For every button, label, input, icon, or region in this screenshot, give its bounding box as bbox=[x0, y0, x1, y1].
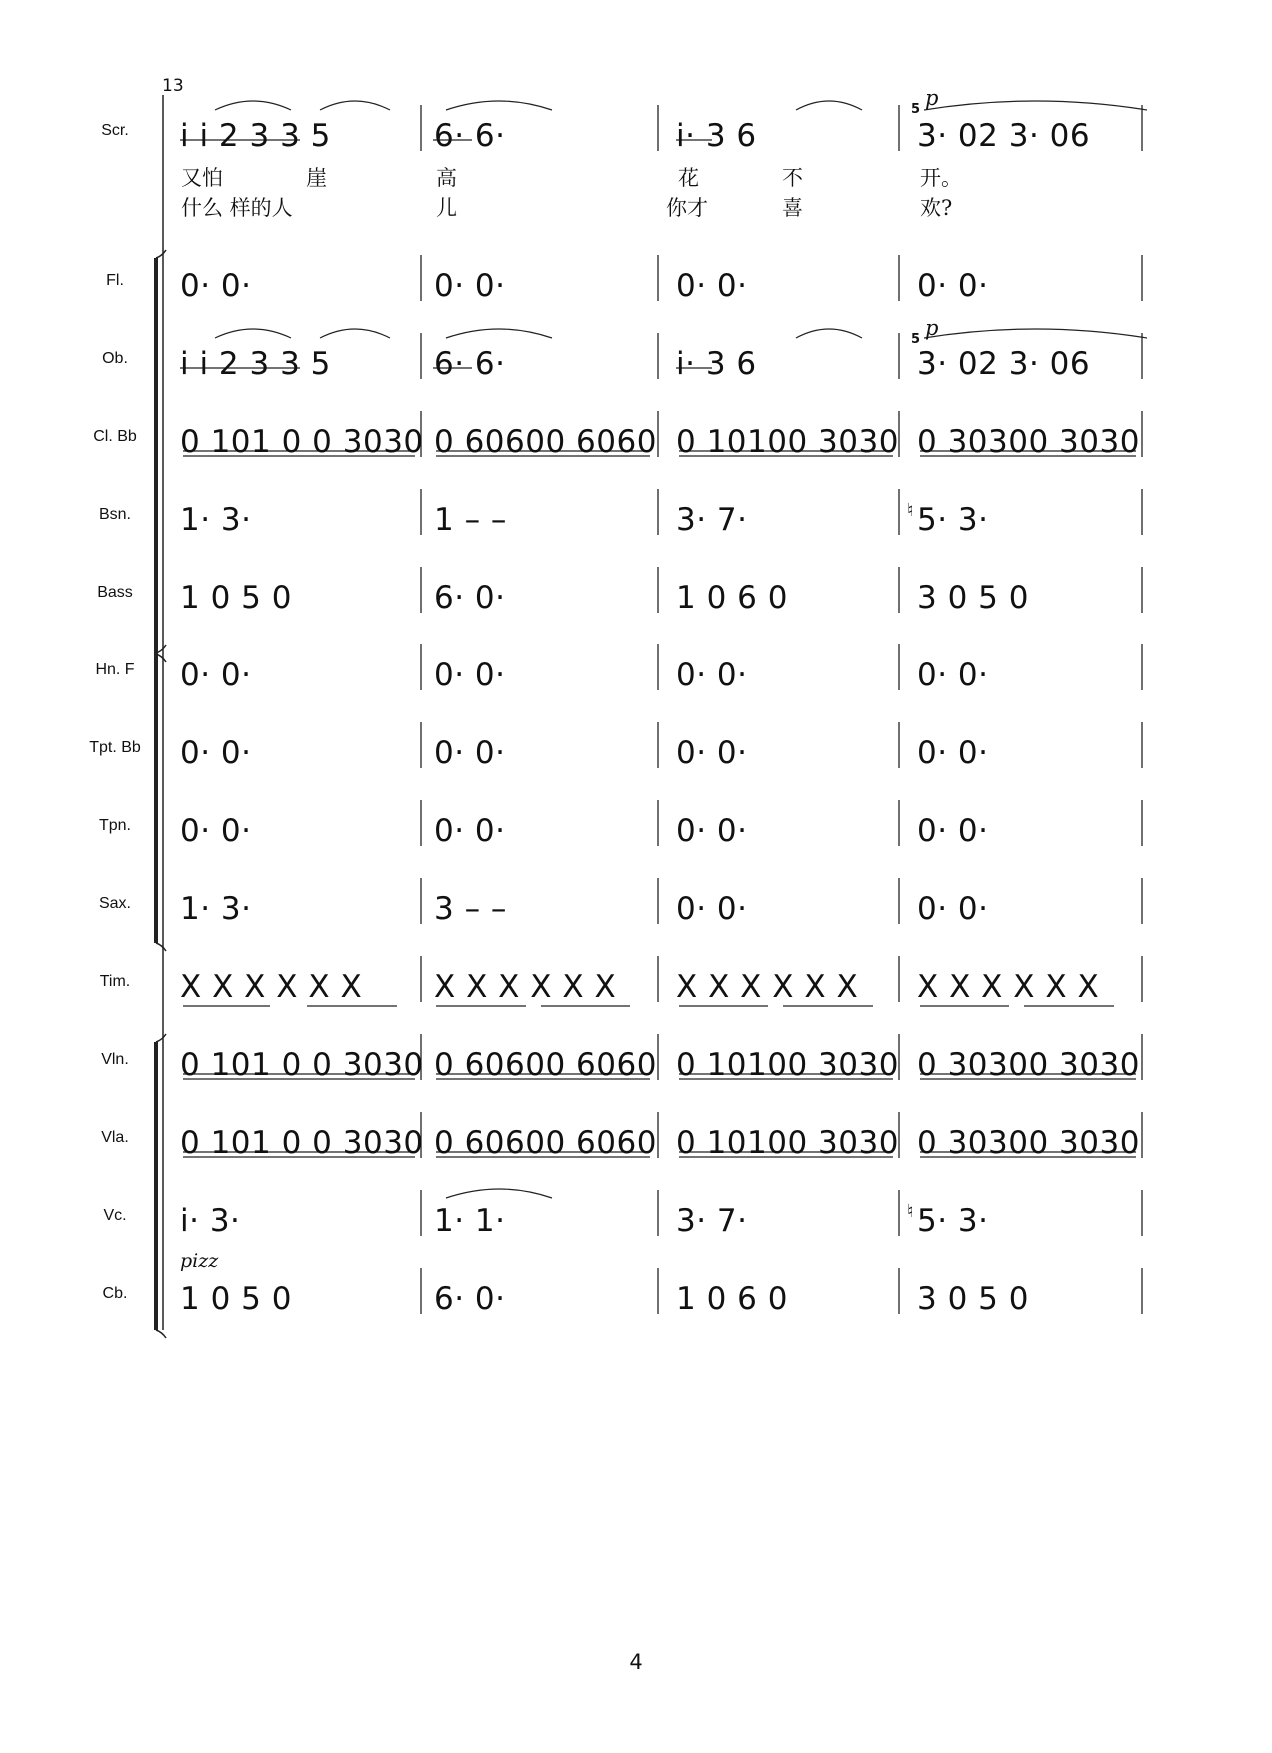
dynamic-marking: p bbox=[925, 86, 939, 110]
measure-number: 13 bbox=[162, 76, 184, 96]
note-cell: X X X X X X bbox=[917, 969, 1100, 1005]
slur bbox=[796, 101, 862, 110]
slur bbox=[215, 101, 291, 110]
staff-label-hn: Hn. F bbox=[95, 661, 135, 678]
lyric-syllable: 又怕 bbox=[181, 166, 223, 190]
note-cell: 6· 6· bbox=[434, 118, 506, 154]
note-cell: 5· 3· bbox=[917, 1203, 989, 1239]
note-cell: 1 – – bbox=[434, 502, 507, 538]
bracket-hook bbox=[156, 1034, 166, 1042]
note-cell: 1· 1· bbox=[434, 1203, 506, 1239]
staff-label-vla: Vla. bbox=[101, 1129, 129, 1146]
staff-label-fl: Fl. bbox=[106, 272, 124, 289]
natural-sign: ♮ bbox=[907, 1201, 914, 1222]
note-cell: 3· 7· bbox=[676, 1203, 748, 1239]
note-cell: X X X X X X bbox=[434, 969, 617, 1005]
note-cell: 0· 0· bbox=[917, 657, 989, 693]
note-cell: 1 0 5 0 bbox=[180, 1281, 292, 1317]
bracket-hook bbox=[156, 1330, 166, 1338]
staff-label-tpt: Tpt. Bb bbox=[89, 739, 141, 756]
note-cell: i i 2 3 3 5 bbox=[180, 346, 331, 382]
staff-label-scr: Scr. bbox=[101, 122, 129, 139]
note-cell: 1 0 6 0 bbox=[676, 580, 788, 616]
slur bbox=[796, 329, 862, 338]
note-cell: 0 60600 6060 bbox=[434, 1047, 657, 1083]
note-cell: 0· 0· bbox=[180, 813, 252, 849]
note-cell: 0· 0· bbox=[917, 891, 989, 927]
pizz-marking: pizz bbox=[180, 1250, 219, 1272]
lyric-syllable: 花 bbox=[678, 166, 699, 190]
staff-label-vc: Vc. bbox=[103, 1207, 127, 1224]
note-cell: 0· 0· bbox=[676, 657, 748, 693]
note-cell: 0 10100 3030 bbox=[676, 1047, 899, 1083]
slur bbox=[446, 1189, 552, 1198]
natural-sign: ♮ bbox=[907, 500, 914, 521]
quintuplet-marking: 5 bbox=[911, 332, 921, 347]
slur bbox=[215, 329, 291, 338]
note-cell: 5· 3· bbox=[917, 502, 989, 538]
page-number: 4 bbox=[629, 1650, 643, 1674]
note-cell: 0 101 0 0 3030 bbox=[180, 1047, 424, 1083]
note-cell: 6· 0· bbox=[434, 580, 506, 616]
note-cell: X X X X X X bbox=[676, 969, 859, 1005]
lyric-syllable: 高 bbox=[436, 166, 457, 190]
dynamic-marking: p bbox=[925, 316, 939, 340]
note-cell: 0· 0· bbox=[676, 891, 748, 927]
note-cell: 0· 0· bbox=[434, 657, 506, 693]
note-cell: 1 0 5 0 bbox=[180, 580, 292, 616]
staff-label-tpn: Tpn. bbox=[98, 817, 131, 834]
note-cell: 0 60600 6060 bbox=[434, 424, 657, 460]
slur bbox=[924, 101, 1147, 110]
note-cell: 3 0 5 0 bbox=[917, 1281, 1029, 1317]
note-cell: 1· 3· bbox=[180, 891, 252, 927]
note-cell: 3· 02 3· 06 bbox=[917, 118, 1091, 154]
note-cell: 3 0 5 0 bbox=[917, 580, 1029, 616]
note-cell: X X X X X X bbox=[180, 969, 363, 1005]
note-cell: 0· 0· bbox=[434, 735, 506, 771]
note-cell: 0· 0· bbox=[917, 813, 989, 849]
note-cell: i· 3· bbox=[180, 1203, 241, 1239]
slur bbox=[320, 329, 390, 338]
note-cell: 0 10100 3030 bbox=[676, 1125, 899, 1161]
note-cell: 0· 0· bbox=[917, 268, 989, 304]
staff-label-sax: Sax. bbox=[98, 895, 131, 912]
lyric-syllable: 喜 bbox=[782, 196, 803, 220]
note-cell: i· 3 6 bbox=[676, 346, 757, 382]
staff-label-tim: Tim. bbox=[99, 973, 131, 990]
note-cell: 0 30300 3030 bbox=[917, 1047, 1140, 1083]
note-cell: 0· 0· bbox=[180, 657, 252, 693]
note-cell: 1 0 6 0 bbox=[676, 1281, 788, 1317]
note-cell: 3 – – bbox=[434, 891, 507, 927]
staff-label-cb: Cb. bbox=[102, 1285, 128, 1302]
note-cell: 3· 7· bbox=[676, 502, 748, 538]
lyric-syllable: 开。 bbox=[920, 166, 962, 190]
note-cell: 1· 3· bbox=[180, 502, 252, 538]
note-cell: 0 30300 3030 bbox=[917, 1125, 1140, 1161]
lyric-syllable: 崖 bbox=[306, 166, 327, 190]
note-cell: 0· 0· bbox=[434, 268, 506, 304]
staff-label-vln: Vln. bbox=[101, 1051, 129, 1068]
slur bbox=[320, 101, 390, 110]
lyric-syllable: 你才 bbox=[666, 196, 708, 220]
note-cell: 0 30300 3030 bbox=[917, 424, 1140, 460]
lyric-syllable: 什么 样的人 bbox=[181, 196, 293, 220]
bracket-hook bbox=[156, 943, 166, 951]
staff-label-ob: Ob. bbox=[102, 350, 128, 367]
note-cell: i· 3 6 bbox=[676, 118, 757, 154]
bracket-hook bbox=[156, 250, 166, 258]
note-cell: 0· 0· bbox=[917, 735, 989, 771]
note-cell: 0 60600 6060 bbox=[434, 1125, 657, 1161]
staff-label-cl: Cl. Bb bbox=[93, 428, 137, 445]
lyric-syllable: 儿 bbox=[436, 196, 457, 220]
note-cell: 3· 02 3· 06 bbox=[917, 346, 1091, 382]
quintuplet-marking: 5 bbox=[911, 102, 921, 117]
staff-label-bass: Bass bbox=[97, 584, 133, 601]
slur bbox=[924, 329, 1147, 338]
lyric-syllable: 欢? bbox=[920, 196, 953, 220]
note-cell: 0· 0· bbox=[180, 735, 252, 771]
lyric-syllable: 不 bbox=[782, 166, 803, 190]
staff-label-bsn: Bsn. bbox=[98, 506, 131, 523]
note-cell: i i 2 3 3 5 bbox=[180, 118, 331, 154]
note-cell: 0· 0· bbox=[434, 813, 506, 849]
note-cell: 0· 0· bbox=[180, 268, 252, 304]
note-cell: 0· 0· bbox=[676, 813, 748, 849]
note-cell: 0· 0· bbox=[676, 735, 748, 771]
note-cell: 6· 0· bbox=[434, 1281, 506, 1317]
slur bbox=[446, 329, 552, 338]
slur bbox=[446, 101, 552, 110]
note-cell: 0 10100 3030 bbox=[676, 424, 899, 460]
note-cell: 0 101 0 0 3030 bbox=[180, 424, 424, 460]
note-cell: 6· 6· bbox=[434, 346, 506, 382]
note-cell: 0· 0· bbox=[676, 268, 748, 304]
note-cell: 0 101 0 0 3030 bbox=[180, 1125, 424, 1161]
